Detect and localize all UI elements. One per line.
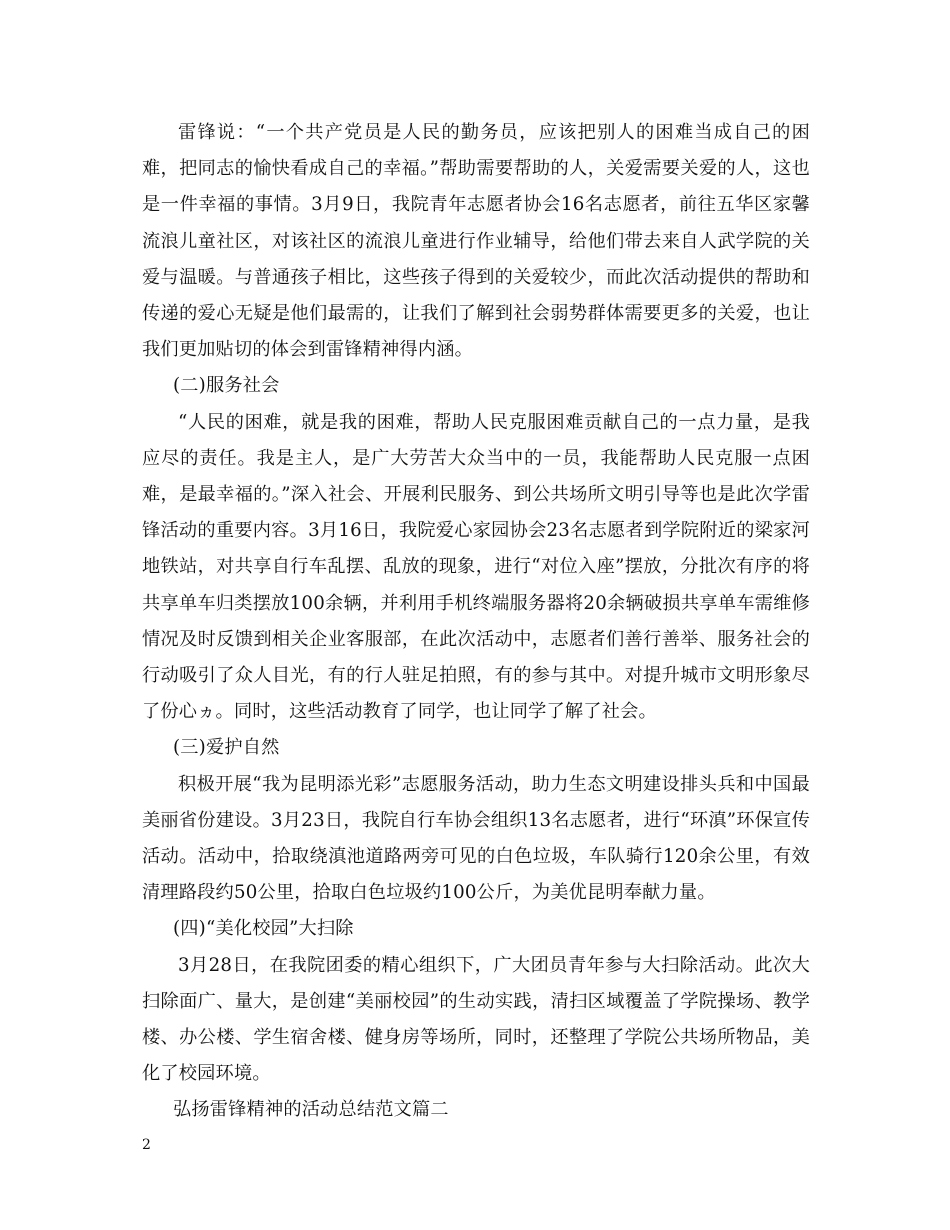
document-body (142, 115, 810, 1129)
section-heading-protect-nature: (三)爱护自然 (173, 737, 280, 759)
page-number: 2 (142, 1137, 151, 1153)
paragraph-campus-cleanup: 3月28日，在我院团委的精心组织下，广大团员青年参与大扫除活动。此次大扫除面广、量大，是创建“美丽校园”的生动实践，清扫区域覆盖了学院操场、教学楼、办公楼、学生宿舍楼、健身房等场所，同时，还整理了学院公共场所物品，美化了校园环境。 (142, 954, 810, 1085)
section-heading-serve-society: (二)服务社会 (173, 375, 280, 397)
paragraph-serve-society: “人民的困难，就是我的困难，帮助人民克服困难贡献自己的一点力量，是我应尽的责任。我是主人，是广大劳苦大众当中的一员，我能帮助人民克服一点困难，是最幸福的。”深入社会、开展利民服务、到公共场所文明引导等也是此次学雷锋活动的重要内容。3月16日，我院爱心家园协会23名志愿者到学院附近的梁家河地铁站，对共享自行车乱摆、乱放的现象，进行“对位入座”摆放，分批次有序的将共享单车归类摆放100余辆，并利用手机终端服务器将20余辆破损共享单车需维修情况及时反馈到相关企业客服部，在此次活动中，志愿者们善行善举、服务社会的行动吸引了众人目光，有的行人驻足拍照，有的参与其中。对提升城市文明形象尽了份心ヵ。同时，这些活动教育了同学，也让同学了解了社会。 (142, 411, 810, 723)
section-heading-campus-cleanup: (四)“美化校园”大扫除 (173, 918, 354, 940)
section-heading-article-two: 弘扬雷锋精神的活动总结范文篇二 (173, 1099, 449, 1121)
paragraph-protect-nature: 积极开展“我为昆明添光彩”志愿服务活动，助力生态文明建设排头兵和中国最美丽省份建设。3月23日，我院自行车协会组织13名志愿者，进行“环滇”环保宣传活动。活动中，拾取绕滇池道路两旁可见的白色垃圾，车队骑行120余公里，有效清理路段约50公里，拾取白色垃圾约100公斤，为美优昆明奉献力量。 (142, 773, 810, 904)
paragraph-lei-feng-quote: 雷锋说：“一个共产党员是人民的勤务员，应该把别人的困难当成自己的困难，把同志的愉快看成自己的幸福。”帮助需要帮助的人，关爱需要关爱的人，这也是一件幸福的事情。3月9日，我院青年志愿者协会16名志愿者，前往五华区家馨流浪儿童社区，对该社区的流浪儿童进行作业辅导，给他们带去来自人武学院的关爱与温暖。与普通孩子相比，这些孩子得到的关爱较少，而此次活动提供的帮助和传递的爱心无疑是他们最需的，让我们了解到社会弱势群体需要更多的关爱，也让我们更加贴切的体会到雷锋精神得内涵。 (142, 122, 810, 361)
